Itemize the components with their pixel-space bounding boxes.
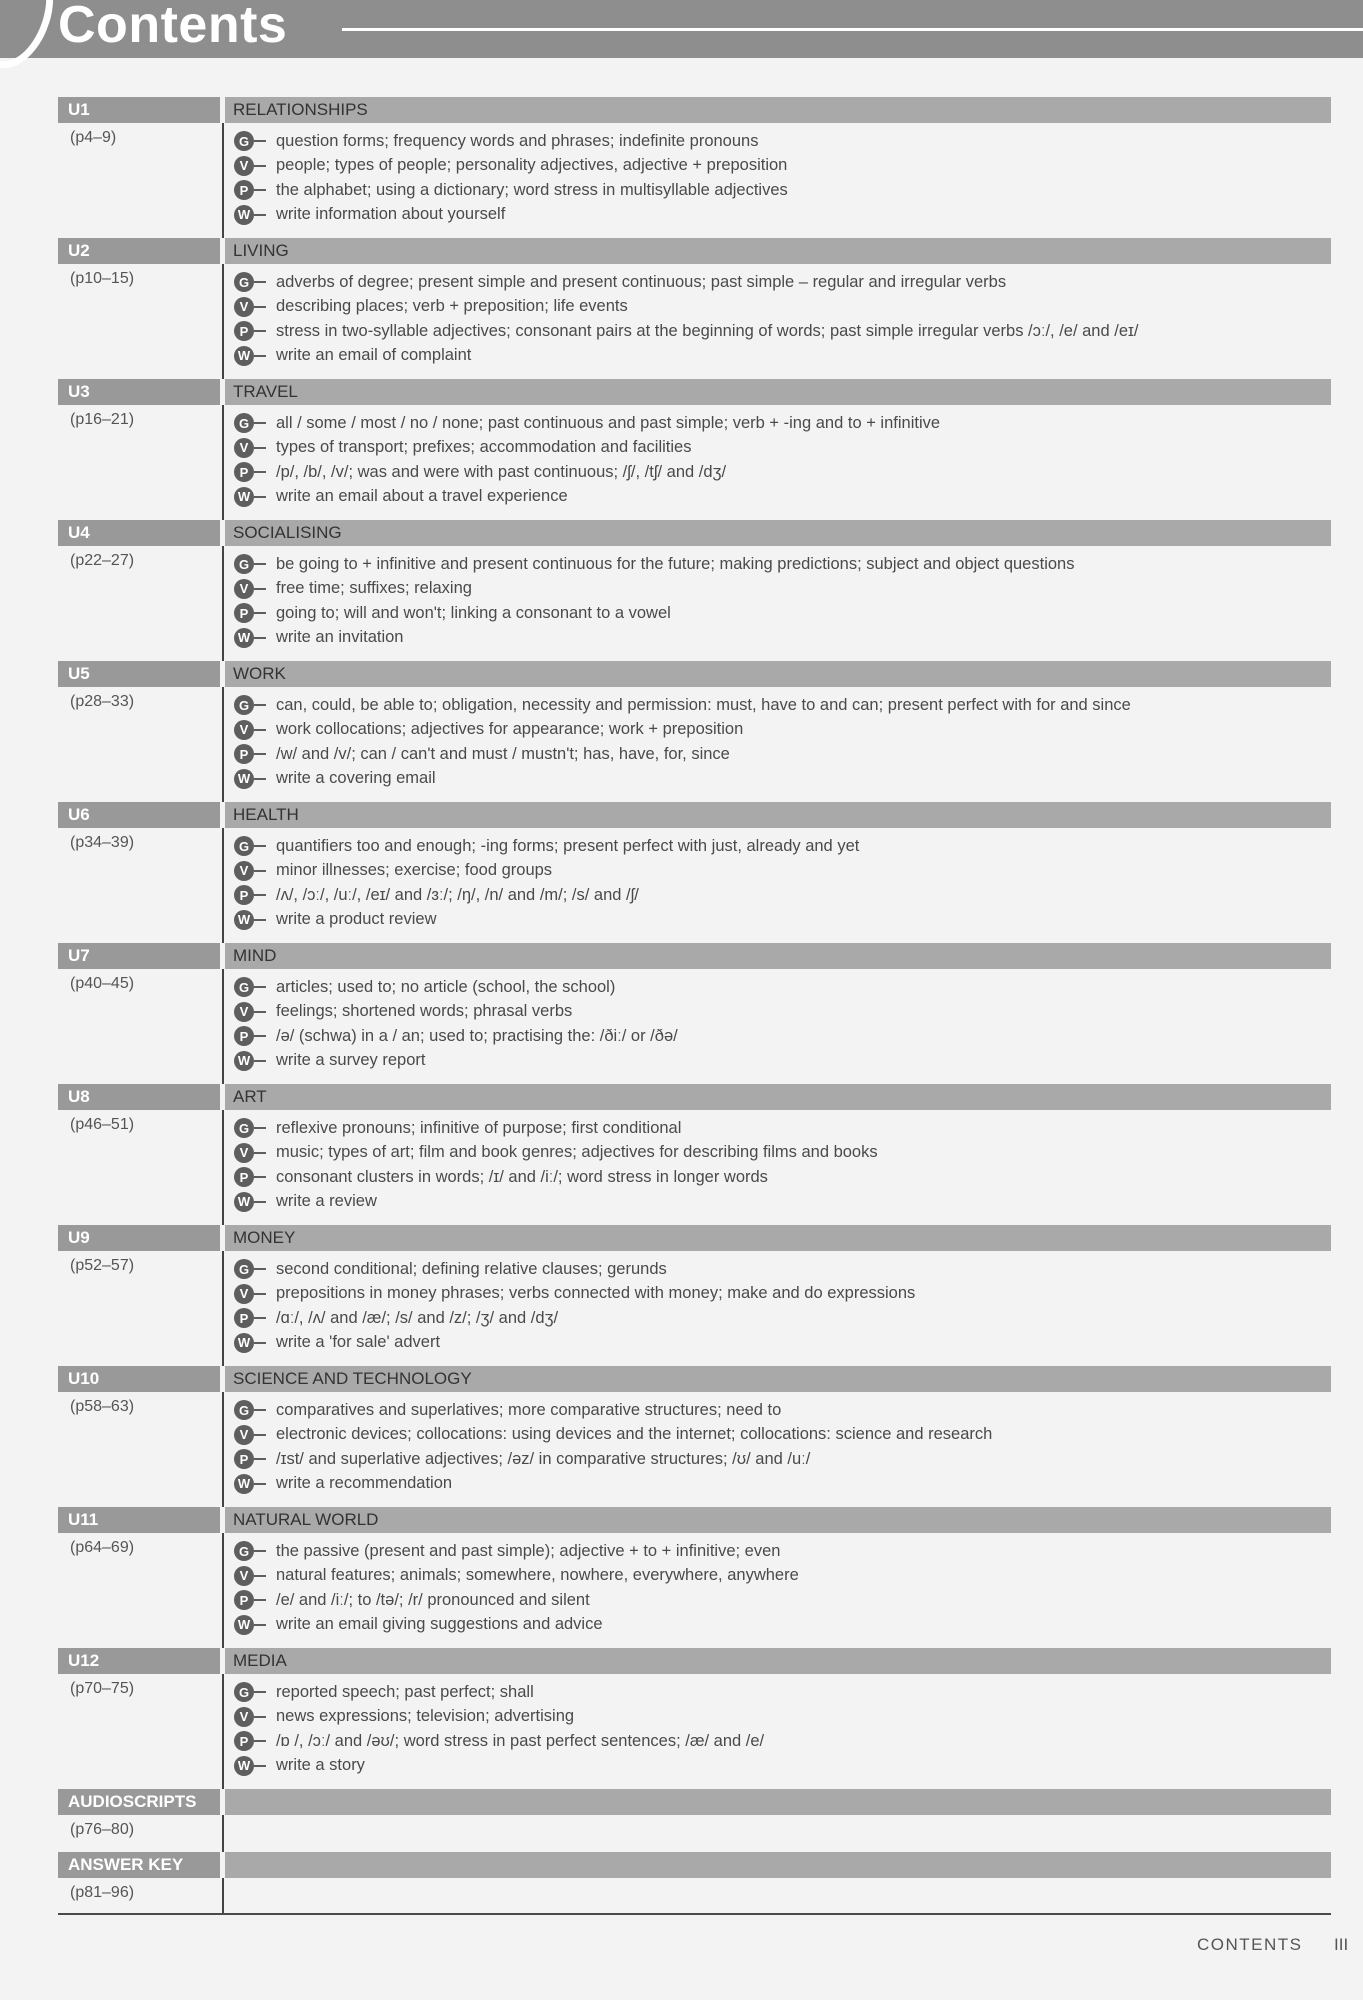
unit-topics <box>222 1674 1331 1789</box>
skill-badge-icon: V <box>234 579 254 599</box>
topic-line <box>234 1705 1331 1730</box>
skill-badge-icon: G <box>234 131 254 151</box>
topic-line <box>234 552 1331 577</box>
topic-line <box>234 436 1331 461</box>
dash-connector <box>254 845 266 847</box>
dash-connector <box>254 281 266 283</box>
skill-badge-icon: G <box>234 413 254 433</box>
unit-topics <box>222 1110 1331 1225</box>
skill-badge-icon: W <box>234 487 254 507</box>
topic-text: feelings; shortened words; phrasal verbs <box>276 1002 573 1021</box>
unit-body <box>58 264 1331 379</box>
extra-title: AUDIOSCRIPTS <box>58 1789 220 1815</box>
dash-connector <box>254 870 266 872</box>
skill-badge-icon: V <box>234 1002 254 1022</box>
skill-badge-icon: V <box>234 438 254 458</box>
page-title: Contents <box>58 0 288 54</box>
topic-line <box>234 693 1331 718</box>
dash-connector <box>254 1765 266 1767</box>
skill-badge-icon: V <box>234 156 254 176</box>
topic-text: news expressions; television; advertising <box>276 1707 575 1726</box>
topic-text: write a review <box>276 1192 377 1211</box>
skill-badge-icon: P <box>234 1308 254 1328</box>
topic-text: free time; suffixes; relaxing <box>276 579 472 598</box>
dash-connector <box>254 1550 266 1552</box>
unit-code: U4 <box>58 520 220 546</box>
topic-line <box>234 767 1331 792</box>
topic-line <box>234 1423 1331 1448</box>
topic-text: /e/ and /iː/; to /tə/; /r/ pronounced and silent <box>276 1590 590 1609</box>
skill-badge-icon: P <box>234 1590 254 1610</box>
skill-badge-icon: V <box>234 1425 254 1445</box>
unit-code: U8 <box>58 1084 220 1110</box>
dash-connector <box>254 637 266 639</box>
unit-title: SCIENCE AND TECHNOLOGY <box>225 1366 1331 1392</box>
topic-line <box>234 485 1331 510</box>
dash-connector <box>254 140 266 142</box>
skill-badge-icon: G <box>234 1118 254 1138</box>
footer-label: CONTENTS <box>1197 1935 1303 1954</box>
topic-line <box>234 601 1331 626</box>
topic-line <box>234 1331 1331 1356</box>
unit-header-bar <box>58 661 1331 687</box>
topic-text: music; types of art; film and book genres; adjectives for describing films and books <box>276 1143 878 1162</box>
dash-connector <box>254 1599 266 1601</box>
unit-section <box>58 97 1331 238</box>
dash-connector <box>254 1691 266 1693</box>
topic-line <box>234 1306 1331 1331</box>
topic-text: /ɑː/, /ʌ/ and /æ/; /s/ and /z/; /ʒ/ and /dʒ/ <box>276 1308 559 1327</box>
topic-line <box>234 203 1331 228</box>
topic-text: work collocations; adjectives for appearance; work + preposition <box>276 720 744 739</box>
unit-section <box>58 520 1331 661</box>
skill-badge-icon: G <box>234 554 254 574</box>
dash-connector <box>254 422 266 424</box>
skill-badge-icon: V <box>234 1143 254 1163</box>
topic-line <box>234 1472 1331 1497</box>
skill-badge-icon: P <box>234 885 254 905</box>
skill-badge-icon: W <box>234 628 254 648</box>
skill-badge-icon: W <box>234 1051 254 1071</box>
dash-connector <box>254 306 266 308</box>
skill-badge-icon: P <box>234 321 254 341</box>
topic-line <box>234 1190 1331 1215</box>
skill-badge-icon: P <box>234 1731 254 1751</box>
skill-badge-icon: V <box>234 297 254 317</box>
skill-badge-icon: G <box>234 1259 254 1279</box>
skill-badge-icon: V <box>234 1284 254 1304</box>
dash-connector <box>254 1575 266 1577</box>
bottom-rule <box>58 1913 1331 1915</box>
skill-badge-icon: P <box>234 462 254 482</box>
topic-line <box>234 1000 1331 1025</box>
extra-body <box>58 1878 1331 1915</box>
skill-badge-icon: P <box>234 1449 254 1469</box>
dash-connector <box>254 1201 266 1203</box>
unit-header-bar <box>58 943 1331 969</box>
skill-badge-icon: W <box>234 1192 254 1212</box>
unit-code: U10 <box>58 1366 220 1392</box>
topic-line <box>234 883 1331 908</box>
unit-title: NATURAL WORLD <box>225 1507 1331 1533</box>
topic-text: write an email giving suggestions and advice <box>276 1615 603 1634</box>
topic-line <box>234 718 1331 743</box>
topic-text: write an email about a travel experience <box>276 487 568 506</box>
topic-line <box>234 908 1331 933</box>
topic-text: /p/, /b/, /v/; was and were with past continuous; /ʃ/, /tʃ/ and /dʒ/ <box>276 462 727 481</box>
unit-code: U3 <box>58 379 220 405</box>
skill-badge-icon: V <box>234 1707 254 1727</box>
topic-line <box>234 154 1331 179</box>
unit-pages: (p10–15) <box>70 270 135 287</box>
topic-text: /ʌ/, /ɔː/, /uː/, /eɪ/ and /ɜː/; /ŋ/, /n/ and /m/; /s/ and /ʃ/ <box>276 885 639 904</box>
dash-connector <box>254 1483 266 1485</box>
unit-body <box>58 828 1331 943</box>
unit-body <box>58 969 1331 1084</box>
topic-line <box>234 1447 1331 1472</box>
unit-pages: (p64–69) <box>70 1539 135 1556</box>
dash-connector <box>254 496 266 498</box>
unit-body <box>58 546 1331 661</box>
topic-line <box>234 178 1331 203</box>
contents-table <box>58 97 1331 1915</box>
unit-pages: (p40–45) <box>70 975 135 992</box>
dash-connector <box>254 471 266 473</box>
dash-connector <box>254 1293 266 1295</box>
topic-text: be going to + infinitive and present continuous for the future; making predictions; subject and object questions <box>276 554 1075 573</box>
unit-topics <box>222 123 1331 238</box>
topic-line <box>234 1141 1331 1166</box>
dash-connector <box>254 612 266 614</box>
topic-text: quantifiers too and enough; -ing forms; present perfect with just, already and yet <box>276 836 860 855</box>
dash-connector <box>254 1152 266 1154</box>
unit-title: HEALTH <box>225 802 1331 828</box>
unit-section <box>58 1507 1331 1648</box>
dash-connector <box>254 447 266 449</box>
unit-title: MIND <box>225 943 1331 969</box>
topic-text: going to; will and won't; linking a consonant to a vowel <box>276 603 671 622</box>
dash-connector <box>254 563 266 565</box>
unit-code: U1 <box>58 97 220 123</box>
dash-connector <box>254 588 266 590</box>
header-band <box>0 0 1363 58</box>
unit-section <box>58 661 1331 802</box>
skill-badge-icon: P <box>234 1167 254 1187</box>
skill-badge-icon: G <box>234 1682 254 1702</box>
extra-bar-fill <box>225 1852 1331 1878</box>
skill-badge-icon: G <box>234 1400 254 1420</box>
unit-header-bar <box>58 1084 1331 1110</box>
topic-text: articles; used to; no article (school, the school) <box>276 977 616 996</box>
topic-text: comparatives and superlatives; more comparative structures; need to <box>276 1400 782 1419</box>
unit-section <box>58 943 1331 1084</box>
unit-header-bar <box>58 1366 1331 1392</box>
topic-line <box>234 1754 1331 1779</box>
topic-text: reported speech; past perfect; shall <box>276 1682 534 1701</box>
topic-text: /ɪst/ and superlative adjectives; /əz/ in comparative structures; /ʊ/ and /uː/ <box>276 1449 811 1468</box>
unit-code: U12 <box>58 1648 220 1674</box>
extra-empty-column <box>222 1878 1331 1915</box>
skill-badge-icon: W <box>234 1756 254 1776</box>
unit-code: U5 <box>58 661 220 687</box>
unit-pages: (p52–57) <box>70 1257 135 1274</box>
dash-connector <box>254 1127 266 1129</box>
unit-title: WORK <box>225 661 1331 687</box>
extra-pages: (p81–96) <box>70 1884 135 1901</box>
unit-header-bar <box>58 379 1331 405</box>
topic-line <box>234 1398 1331 1423</box>
unit-section <box>58 802 1331 943</box>
topic-text: write a recommendation <box>276 1474 453 1493</box>
skill-badge-icon: P <box>234 180 254 200</box>
unit-topics <box>222 1251 1331 1366</box>
dash-connector <box>254 214 266 216</box>
unit-code: U7 <box>58 943 220 969</box>
skill-badge-icon: G <box>234 836 254 856</box>
dash-connector <box>254 355 266 357</box>
topic-text: write a product review <box>276 910 437 929</box>
topic-text: /ə/ (schwa) in a / an; used to; practising the: /ðiː/ or /ðə/ <box>276 1026 678 1045</box>
dash-connector <box>254 1060 266 1062</box>
unit-section <box>58 1084 1331 1225</box>
dash-connector <box>254 1035 266 1037</box>
dash-connector <box>254 330 266 332</box>
topic-text: write an email of complaint <box>276 346 472 365</box>
skill-badge-icon: V <box>234 1566 254 1586</box>
unit-body <box>58 1392 1331 1507</box>
extra-body <box>58 1815 1331 1852</box>
page-number: III <box>1334 1935 1349 1954</box>
dash-connector <box>254 753 266 755</box>
topic-text: minor illnesses; exercise; food groups <box>276 861 553 880</box>
unit-pages: (p4–9) <box>70 129 117 146</box>
unit-pages: (p58–63) <box>70 1398 135 1415</box>
unit-pages: (p22–27) <box>70 552 135 569</box>
unit-header-bar <box>58 1225 1331 1251</box>
skill-badge-icon: W <box>234 205 254 225</box>
skill-badge-icon: W <box>234 1474 254 1494</box>
dash-connector <box>254 704 266 706</box>
header-rule <box>342 28 1363 31</box>
unit-code: U2 <box>58 238 220 264</box>
topic-line <box>234 411 1331 436</box>
unit-pages: (p16–21) <box>70 411 135 428</box>
topic-line <box>234 1680 1331 1705</box>
dash-connector <box>254 1176 266 1178</box>
topic-line <box>234 295 1331 320</box>
skill-badge-icon: V <box>234 720 254 740</box>
skill-badge-icon: G <box>234 977 254 997</box>
skill-badge-icon: W <box>234 769 254 789</box>
topic-text: /w/ and /v/; can / can't and must / mustn't; has, have, for, since <box>276 744 730 763</box>
topic-text: write a covering email <box>276 769 436 788</box>
topic-line <box>234 129 1331 154</box>
unit-title: LIVING <box>225 238 1331 264</box>
extra-title: ANSWER KEY <box>58 1852 220 1878</box>
topic-text: reflexive pronouns; infinitive of purpose; first conditional <box>276 1118 682 1137</box>
topic-line <box>234 1613 1331 1638</box>
topic-text: write a story <box>276 1756 365 1775</box>
unit-topics <box>222 828 1331 943</box>
skill-badge-icon: V <box>234 861 254 881</box>
unit-title: MONEY <box>225 1225 1331 1251</box>
topic-text: adverbs of degree; present simple and present continuous; past simple – regular and irregular verbs <box>276 272 1007 291</box>
unit-section <box>58 379 1331 520</box>
unit-title: MEDIA <box>225 1648 1331 1674</box>
topic-line <box>234 1539 1331 1564</box>
topic-line <box>234 319 1331 344</box>
topic-line <box>234 1588 1331 1613</box>
dash-connector <box>254 894 266 896</box>
extra-header-bar <box>58 1852 1331 1878</box>
unit-code: U6 <box>58 802 220 828</box>
extra-section <box>58 1789 1331 1852</box>
unit-section <box>58 238 1331 379</box>
topic-text: question forms; frequency words and phrases; indefinite pronouns <box>276 131 759 150</box>
unit-topics <box>222 969 1331 1084</box>
topic-line <box>234 1564 1331 1589</box>
unit-section <box>58 1648 1331 1789</box>
topic-text: write an invitation <box>276 628 404 647</box>
dash-connector <box>254 778 266 780</box>
topic-text: the alphabet; using a dictionary; word stress in multisyllable adjectives <box>276 180 788 199</box>
unit-title: ART <box>225 1084 1331 1110</box>
extra-section <box>58 1852 1331 1915</box>
skill-badge-icon: W <box>234 346 254 366</box>
extra-bar-fill <box>225 1789 1331 1815</box>
dash-connector <box>254 1011 266 1013</box>
unit-body <box>58 1674 1331 1789</box>
topic-line <box>234 859 1331 884</box>
skill-badge-icon: P <box>234 1026 254 1046</box>
skill-badge-icon: G <box>234 272 254 292</box>
dash-connector <box>254 189 266 191</box>
topic-text: /ɒ /, /ɔː/ and /əʊ/; word stress in past perfect sentences; /æ/ and /e/ <box>276 1731 765 1750</box>
unit-pages: (p46–51) <box>70 1116 135 1133</box>
skill-badge-icon: G <box>234 1541 254 1561</box>
topic-text: write information about yourself <box>276 205 506 224</box>
swoosh-decoration <box>0 0 67 78</box>
topic-text: second conditional; defining relative clauses; gerunds <box>276 1259 667 1278</box>
unit-body <box>58 1533 1331 1648</box>
skill-badge-icon: W <box>234 1333 254 1353</box>
topic-line <box>234 344 1331 369</box>
unit-header-bar <box>58 238 1331 264</box>
unit-header-bar <box>58 97 1331 123</box>
unit-header-bar <box>58 520 1331 546</box>
unit-pages: (p70–75) <box>70 1680 135 1697</box>
skill-badge-icon: G <box>234 695 254 715</box>
topic-line <box>234 460 1331 485</box>
topic-line <box>234 1282 1331 1307</box>
topic-text: electronic devices; collocations: using devices and the internet; collocations: science and research <box>276 1425 993 1444</box>
dash-connector <box>254 1434 266 1436</box>
unit-title: TRAVEL <box>225 379 1331 405</box>
unit-header-bar <box>58 1507 1331 1533</box>
unit-body <box>58 687 1331 802</box>
unit-code: U9 <box>58 1225 220 1251</box>
topic-text: people; types of people; personality adjectives, adjective + preposition <box>276 156 788 175</box>
unit-code: U11 <box>58 1507 220 1533</box>
extra-empty-column <box>222 1815 1331 1852</box>
topic-text: types of transport; prefixes; accommodation and facilities <box>276 438 692 457</box>
topic-line <box>234 577 1331 602</box>
topic-line <box>234 1024 1331 1049</box>
topic-line <box>234 1049 1331 1074</box>
unit-header-bar <box>58 1648 1331 1674</box>
skill-badge-icon: W <box>234 910 254 930</box>
skill-badge-icon: P <box>234 603 254 623</box>
unit-title: RELATIONSHIPS <box>225 97 1331 123</box>
unit-topics <box>222 687 1331 802</box>
topic-text: all / some / most / no / none; past continuous and past simple; verb + -ing and to + infinitive <box>276 413 941 432</box>
topic-line <box>234 742 1331 767</box>
topic-text: prepositions in money phrases; verbs connected with money; make and do expressions <box>276 1284 916 1303</box>
dash-connector <box>254 1268 266 1270</box>
topic-text: the passive (present and past simple); adjective + to + infinitive; even <box>276 1541 781 1560</box>
skill-badge-icon: P <box>234 744 254 764</box>
skill-badge-icon: W <box>234 1615 254 1635</box>
topic-text: write a survey report <box>276 1051 426 1070</box>
topic-line <box>234 1729 1331 1754</box>
topic-text: natural features; animals; somewhere, nowhere, everywhere, anywhere <box>276 1566 799 1585</box>
unit-topics <box>222 1392 1331 1507</box>
unit-pages: (p34–39) <box>70 834 135 851</box>
topic-line <box>234 975 1331 1000</box>
dash-connector <box>254 1317 266 1319</box>
dash-connector <box>254 729 266 731</box>
unit-body <box>58 123 1331 238</box>
dash-connector <box>254 1624 266 1626</box>
topic-line <box>234 834 1331 859</box>
topic-text: can, could, be able to; obligation, necessity and permission: must, have to and can; present perfect with for and since <box>276 695 1131 714</box>
unit-body <box>58 1251 1331 1366</box>
unit-topics <box>222 264 1331 379</box>
dash-connector <box>254 919 266 921</box>
unit-topics <box>222 546 1331 661</box>
dash-connector <box>254 1716 266 1718</box>
dash-connector <box>254 1342 266 1344</box>
extra-header-bar <box>58 1789 1331 1815</box>
topic-text: stress in two-syllable adjectives; consonant pairs at the beginning of words; past simple irregular verbs /ɔː/, /e/ and /eɪ/ <box>276 321 1139 340</box>
topic-line <box>234 270 1331 295</box>
unit-section <box>58 1225 1331 1366</box>
topic-line <box>234 1116 1331 1141</box>
unit-body <box>58 1110 1331 1225</box>
dash-connector <box>254 986 266 988</box>
unit-body <box>58 405 1331 520</box>
dash-connector <box>254 1458 266 1460</box>
topic-text: consonant clusters in words; /ɪ/ and /iː/; word stress in longer words <box>276 1167 768 1186</box>
unit-topics <box>222 1533 1331 1648</box>
unit-header-bar <box>58 802 1331 828</box>
topic-text: write a 'for sale' advert <box>276 1333 441 1352</box>
topic-line <box>234 1257 1331 1282</box>
dash-connector <box>254 165 266 167</box>
dash-connector <box>254 1409 266 1411</box>
topic-line <box>234 626 1331 651</box>
unit-title: SOCIALISING <box>225 520 1331 546</box>
topic-text: describing places; verb + preposition; life events <box>276 297 628 316</box>
unit-pages: (p28–33) <box>70 693 135 710</box>
dash-connector <box>254 1740 266 1742</box>
topic-line <box>234 1165 1331 1190</box>
extra-pages: (p76–80) <box>70 1821 135 1838</box>
unit-topics <box>222 405 1331 520</box>
unit-section <box>58 1366 1331 1507</box>
